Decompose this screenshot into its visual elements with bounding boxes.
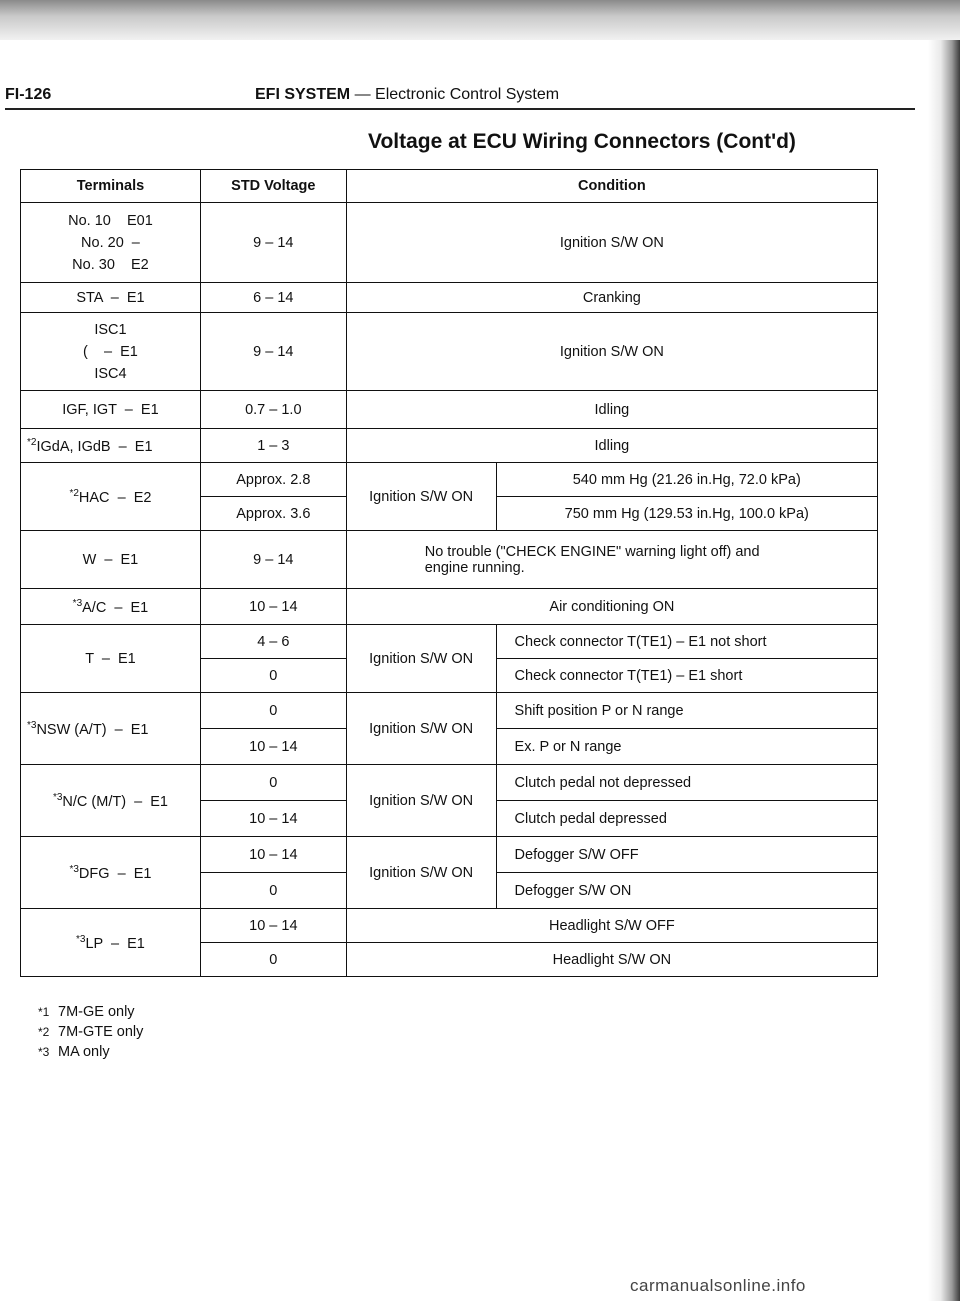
terminal-cell: T – E1 — [21, 625, 201, 693]
condition-cell: Check connector T(TE1) – E1 not short — [496, 625, 877, 659]
footnote-mark: *1 — [38, 1005, 50, 1019]
terminal-cell — [21, 693, 201, 765]
terminal-cell — [21, 909, 201, 977]
condition-cell: 750 mm Hg (129.53 in.Hg, 100.0 kPa) — [496, 497, 877, 531]
table-row — [21, 391, 878, 429]
terminal-cell — [21, 589, 201, 625]
table-row — [21, 283, 878, 313]
terminal-line: No. 30 E2 — [72, 256, 149, 273]
condition-cell: Shift position P or N range — [496, 693, 877, 729]
condition-cell: Idling — [346, 391, 877, 429]
condition-cell: Clutch pedal not depressed — [496, 765, 877, 801]
condition-cell: Headlight S/W ON — [346, 943, 877, 977]
terminal-label: LP – E1 — [85, 935, 145, 952]
voltage-cell: 9 – 14 — [200, 531, 346, 589]
voltage-cell: 0 — [200, 943, 346, 977]
terminal-cell — [21, 203, 201, 283]
col-header-std-voltage: STD Voltage — [200, 170, 346, 203]
condition-cell: Check connector T(TE1) – E1 short — [496, 659, 877, 693]
terminal-cell: IGF, IGT – E1 — [21, 391, 201, 429]
terminal-cell: W – E1 — [21, 531, 201, 589]
condition-cell: Idling — [346, 429, 877, 463]
table-row — [21, 765, 878, 801]
voltage-cell: 10 – 14 — [200, 909, 346, 943]
condition-cell: 540 mm Hg (21.26 in.Hg, 72.0 kPa) — [496, 463, 877, 497]
table-row — [21, 625, 878, 659]
terminal-label: N/C (M/T) – E1 — [62, 793, 168, 810]
condition-cell — [346, 531, 877, 589]
condition-line: No trouble ("CHECK ENGINE" warning light off) and — [424, 543, 760, 560]
terminal-line: No. 20 – — [81, 234, 140, 251]
table-row — [21, 909, 878, 943]
voltage-cell: Approx. 2.8 — [200, 463, 346, 497]
table-row — [21, 203, 878, 283]
voltage-cell: 0 — [200, 693, 346, 729]
page-code: FI-126 — [5, 86, 52, 103]
page-title: Voltage at ECU Wiring Connectors (Cont'd) — [368, 130, 796, 153]
section-header — [255, 86, 559, 104]
footnote-mark: *2 — [27, 436, 37, 448]
section-subtitle: — Electronic Control System — [354, 86, 560, 103]
voltage-cell: 4 – 6 — [200, 625, 346, 659]
voltage-cell: 10 – 14 — [200, 729, 346, 765]
terminal-cell — [21, 429, 201, 463]
footnote-mark: *3 — [38, 1045, 50, 1059]
footnote-text: 7M-GE only — [58, 1004, 135, 1020]
footnote-mark: *3 — [69, 863, 79, 875]
terminal-line: ISC4 — [94, 365, 127, 382]
condition-cell: Ignition S/W ON — [346, 203, 877, 283]
voltage-cell: 9 – 14 — [200, 313, 346, 391]
terminal-cell — [21, 463, 201, 531]
voltage-cell: 6 – 14 — [200, 283, 346, 313]
voltage-table — [20, 169, 878, 977]
condition-cell: Ignition S/W ON — [346, 313, 877, 391]
voltage-cell: 0 — [200, 765, 346, 801]
terminal-label: DFG – E1 — [78, 865, 152, 882]
footnote-mark: *3 — [52, 791, 63, 803]
condition-cell: Cranking — [346, 283, 877, 313]
voltage-cell: 10 – 14 — [200, 801, 346, 837]
voltage-cell: 0 — [200, 873, 346, 909]
scan-page-edge — [928, 40, 960, 1301]
voltage-cell: 1 – 3 — [200, 429, 346, 463]
voltage-cell: 9 – 14 — [200, 203, 346, 283]
terminal-label: A/C – E1 — [82, 599, 149, 616]
table-header-row — [21, 170, 878, 203]
footnote-mark: *3 — [76, 933, 86, 945]
condition-cell: Clutch pedal depressed — [496, 801, 877, 837]
condition-cell: Ex. P or N range — [496, 729, 877, 765]
condition-group-cell: Ignition S/W ON — [346, 837, 496, 909]
terminal-line: No. 10 E01 — [68, 212, 153, 229]
condition-group-cell: Ignition S/W ON — [346, 463, 496, 531]
voltage-cell: 0 — [200, 659, 346, 693]
header-rule — [5, 108, 915, 110]
voltage-cell: 0.7 – 1.0 — [200, 391, 346, 429]
condition-group-cell: Ignition S/W ON — [346, 693, 496, 765]
table-row — [21, 313, 878, 391]
col-header-condition: Condition — [346, 170, 877, 203]
terminal-line: ISC1 — [94, 321, 127, 338]
footnote-text: MA only — [58, 1044, 110, 1060]
table-row — [21, 531, 878, 589]
table-row — [21, 429, 878, 463]
voltage-cell: Approx. 3.6 — [200, 497, 346, 531]
footnote-mark: *2 — [69, 487, 79, 499]
footnote-mark: *3 — [27, 719, 37, 731]
table-row — [21, 693, 878, 729]
footnote-mark: *2 — [38, 1025, 50, 1039]
watermark: carmanualsonline.info — [630, 1276, 806, 1295]
condition-line: engine running. — [424, 559, 525, 576]
condition-cell: Defogger S/W ON — [496, 873, 877, 909]
footnote-mark: *3 — [72, 597, 83, 609]
footnote — [38, 1024, 143, 1040]
terminal-cell: STA – E1 — [21, 283, 201, 313]
table-row — [21, 589, 878, 625]
terminal-label: NSW (A/T) – E1 — [36, 721, 149, 738]
condition-cell: Air conditioning ON — [346, 589, 877, 625]
col-header-terminals: Terminals — [21, 170, 201, 203]
table-row — [21, 837, 878, 873]
condition-cell: Defogger S/W OFF — [496, 837, 877, 873]
footnote-text: 7M-GTE only — [58, 1024, 144, 1040]
terminal-label: HAC – E2 — [78, 489, 152, 506]
footnote — [38, 1044, 110, 1060]
table-row — [21, 463, 878, 497]
terminal-cell — [21, 765, 201, 837]
terminal-cell — [21, 837, 201, 909]
condition-cell: Headlight S/W OFF — [346, 909, 877, 943]
condition-group-cell: Ignition S/W ON — [346, 765, 496, 837]
terminal-cell — [21, 313, 201, 391]
terminal-line: ( – E1 — [83, 343, 138, 360]
scan-top-band — [0, 0, 960, 40]
terminal-label: IGdA, IGdB – E1 — [36, 438, 153, 455]
condition-group-cell: Ignition S/W ON — [346, 625, 496, 693]
voltage-cell: 10 – 14 — [200, 837, 346, 873]
section-title: EFI SYSTEM — [255, 86, 351, 103]
voltage-cell: 10 – 14 — [200, 589, 346, 625]
footnote — [38, 1004, 135, 1020]
